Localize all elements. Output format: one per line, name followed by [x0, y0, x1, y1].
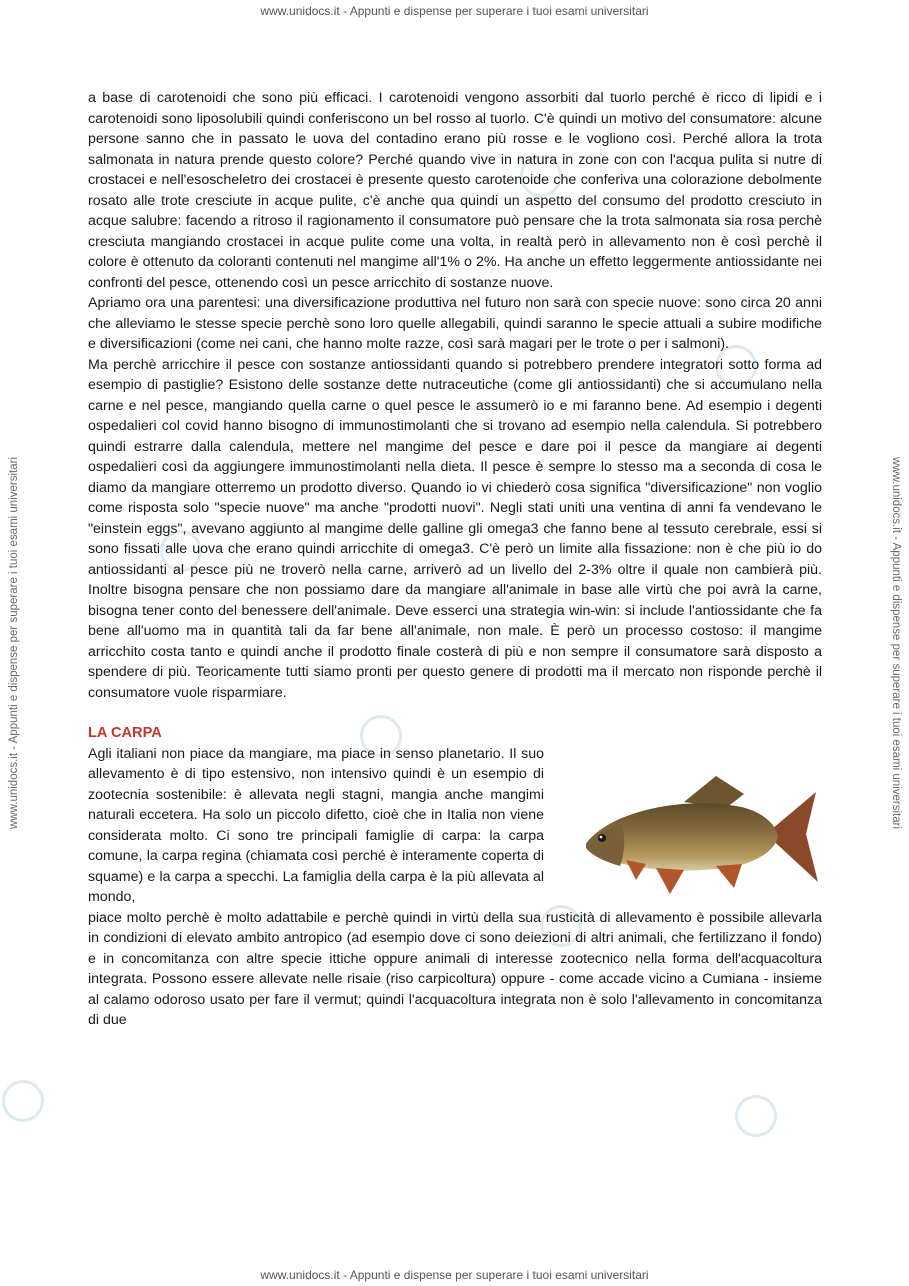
watermark-logo-icon: [735, 1095, 777, 1137]
side-watermark-left-text: www.unidocs.it - Appunti e dispense per superare i tuoi esami universitari: [8, 456, 20, 830]
carp-section: [88, 744, 822, 908]
page-footer: www.unidocs.it - Appunti e dispense per superare i tuoi esami universitari: [260, 1268, 649, 1282]
side-watermark-right: [886, 0, 906, 1286]
document-body: [88, 88, 822, 1031]
carp-intro-text: Agli italiani non piace da mangiare, ma piace in senso planetario. Il suo allevamento è di tipo estensivo, non intensivo quindi è un esempio di zootecnia sostenibile: è allevata negli stagni, mangia anche mangimi naturali eccetera. Ha solo un piccolo difetto, cioè che in Italia non viene considerata molto. Ci sono tre principali famiglie di carpa: la carpa comune, la carpa regina (chiamata così perché è interamente coperta di squame) e la carpa a specchi. La famiglia della carpa è la più allevata al mondo,: [88, 745, 544, 905]
paragraph: Apriamo ora una parentesi: una diversificazione produttiva nel futuro non sarà con specie nuove: sono circa 20 anni che alleviamo le stesse specie perchè sono loro quelle allegabili, quindi saranno le specie attuali a subire modifiche e diversificazioni (come nei cani, che hanno molte razze, così sarà magari per le trote o per i salmoni).: [88, 295, 822, 352]
page-header: www.unidocs.it - Appunti e dispense per superare i tuoi esami universitari: [260, 4, 649, 18]
section-heading: LA CARPA: [88, 725, 162, 741]
paragraph: a base di carotenoidi che sono più efficaci. I carotenoidi vengono assorbiti dal tuorlo perché è ricco di lipidi e i carotenoidi sono liposolubili quindi conferiscono un bel rosso al tuorlo. C'è quindi un motivo del consumatore: alcune persone sanno che in passato le uova del contadino erano più rosse e le vogliono così. Perché allora la trota salmonata in natura prende questo colore? Perché quando vive in natura in zone con con l'acqua pulita si nutre di crostacei e nell'esoscheletro dei crostacei è presente questo carotenoide che conferiva una colorazione debolmente rosato alle trote cresciute in acque pulite, c'è anche qua quindi un aspetto del consumo del prodotto cresciuto in acque salubre: facendo a ritroso il ragionamento il consumatore può pensare che la trota salmonata sia rosa perchè cresciuta mangiando crostacei in acque pulite come una volta, in realtà però in allevamento non è così perchè il colore è ottenuto da coloranti contenuti nel mangime all'1% o 2%. Ha anche un effetto leggermente antiossidante nei confronti del pesce, ottenendo così un pesce arricchito di sostanze nuove.: [88, 90, 822, 291]
side-watermark-right-text: www.unidocs.it - Appunti e dispense per superare i tuoi esami universitari: [890, 456, 902, 830]
paragraph: Ma perchè arricchire il pesce con sostanze antiossidanti quando si potrebbero prendere integratori sotto forma ad esempio di pastiglie? Esistono delle sostanze dette nutraceutiche (come gli antiossidanti) che si accumulano nella carne e nel pesce, mangiando quella carne o quel pesce le assumerò io e mi faranno bene. Ad esempio i degenti ospedalieri col covid hanno bisogno di immunostimolanti che si trovano ad esempio nella calendula. Si potrebbero quindi estrarre dalla calendula, mettere nel mangime del pesce e dare poi il pesce da mangiare ai degenti ospedalieri così da aggiungere immunostimolanti nella dieta. Il pesce è sempre lo stesso ma a seconda di cosa le diamo da mangiare otterremo un prodotto diverso. Quando io vi chiederò cosa significa "diversificazione" non voglio come risposta solo "specie nuove" ma anche "prodotti nuovi". Negli stati uniti una ventina di anni fa vendevano le "einstein eggs", avevano aggiunto al mangime delle galline gli omega3 che fanno bene al tessuto cerebrale, essi si sono fissati alle uova che erano quindi arricchite di omega3. C'è però un limite alla fissazione: non è che più io do antiossidanti al pesce più ne troverò nella carne, arriverò ad un livello del 2-3% oltre il quale non cambierà più. Inoltre bisogna pensare che non possiamo dare da mangiare all'animale in base alle virtù che poi avrà la carne, bisogna tener conto del benessere dell'animale. Deve esserci una strategia win-win: si include l'antiossidante che fa bene all'uomo ma in quantità tali da far bene all'animale, non male. È però un processo costoso: il mangime arricchito costa tanto e quindi anche il prodotto finale costerà di più e non sempre il consumatore sarà disposto a spendere di più. Teoricamente tutti siamo pronti per questo genere di prodotti ma il mercato non risponde perchè il consumatore vuole risparmiare.: [88, 356, 822, 701]
watermark-logo-icon: [2, 1080, 44, 1122]
carp-fish-image: [566, 764, 826, 924]
paragraph: piace molto perchè è molto adattabile e perchè quindi in virtù della sua rusticità di allevamento è possibile allevarla in condizioni di elevato ambito antropico (ad esempio dove ci sono deiezioni di altri animali, che fertilizzano il fondo) e in concomitanza con altre specie ittiche oppure animali di interesse zootecnico nella forma dell'acquacoltura integrata. Possono essere allevate nelle risaie (riso carpicoltura) oppure - come accade vicino a Cumiana - insieme al calamo odoroso usato per fare il vermut; quindi l'acquacoltura integrata non è solo l'allevamento in concomitanza di due: [88, 909, 822, 1028]
